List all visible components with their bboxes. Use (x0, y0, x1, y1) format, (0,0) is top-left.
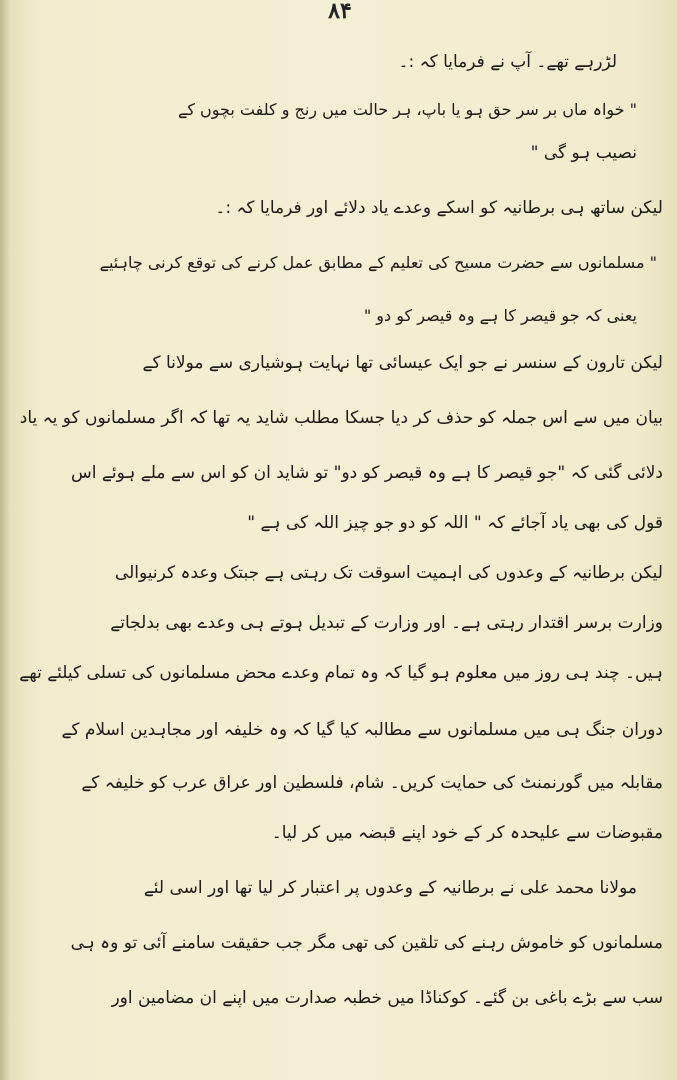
text-line: " خواہ ماں بر سر حق ہو یا باپ، ہر حالت میں رنج و کلفت بچوں کے (177, 100, 637, 119)
text-line: مقبوضات سے علیحدہ کر کے خود اپنے قبضہ میں کر لیا۔ (271, 823, 663, 843)
text-line: نصیب ہو گی " (530, 143, 637, 163)
page-number: ۸۴ (328, 0, 352, 24)
text-line: لیکن ساتھ ہی برطانیہ کو اسکے وعدے یاد دلائے اور فرمایا کہ :۔ (215, 198, 663, 218)
text-line: مقابلہ میں گورنمنٹ کی حمایت کریں۔ شام، فلسطین اور عراق عرب کو خلیفہ کے (81, 773, 663, 793)
page-edge-shadow (0, 0, 10, 1080)
text-line: لیکن تارون کے سنسر نے جو ایک عیسائی تھا نہایت ہوشیاری سے مولانا کے (142, 353, 663, 373)
text-line: قول کی بھی یاد آجائے کہ " اللہ کو دو جو چیز اللہ کی ہے " (247, 513, 663, 533)
text-line: " مسلمانوں سے حضرت مسیح کی تعلیم کے مطابق عمل کرنے کی توقع کرنی چاہئیے (99, 253, 657, 272)
text-line: ہیں۔ چند ہی روز میں معلوم ہو گیا کہ وہ تمام وعدے محض مسلمانوں کی تسلی کیلئے تھے (19, 663, 663, 683)
text-line: بیان میں سے اس جملہ کو حذف کر دیا جسکا مطلب شاید یہ تھا کہ اگر مسلمانوں کو یہ یاد (19, 408, 663, 428)
text-line: دوران جنگ ہی میں مسلمانوں سے مطالبہ کیا گیا کہ وہ خلیفہ اور مجاہدین اسلام کے (61, 720, 663, 740)
text-line: یعنی کہ جو قیصر کا ہے وہ قیصر کو دو " (363, 306, 637, 325)
text-line: لیکن برطانیہ کے وعدوں کی اہمیت اسوقت تک رہتی ہے جبتک وعدہ کرنیوالی (114, 563, 663, 583)
text-line: دلائی گئی کہ "جو قیصر کا ہے وہ قیصر کو دو" تو شاید ان کو اس سے ملے ہوئے اس (71, 463, 663, 483)
text-line: مولانا محمد علی نے برطانیہ کے وعدوں پر اعتبار کر لیا تھا اور اسی لئے (143, 878, 637, 898)
text-line: وزارت برسر اقتدار رہتی ہے۔ اور وزارت کے تبدیل ہوتے ہی وعدے بھی بدلجاتے (110, 613, 663, 633)
text-line: لڑرہے تھے۔ آپ نے فرمایا کہ :۔ (398, 52, 617, 72)
text-line: سب سے بڑے باغی بن گئے۔ کوکناڈا میں خطبہ صدارت میں اپنے ان مضامین اور (111, 988, 663, 1008)
text-line: مسلمانوں کو خاموش رہنے کی تلقین کی تھی مگر جب حقیقت سامنے آئی تو وہ ہی (70, 933, 663, 953)
